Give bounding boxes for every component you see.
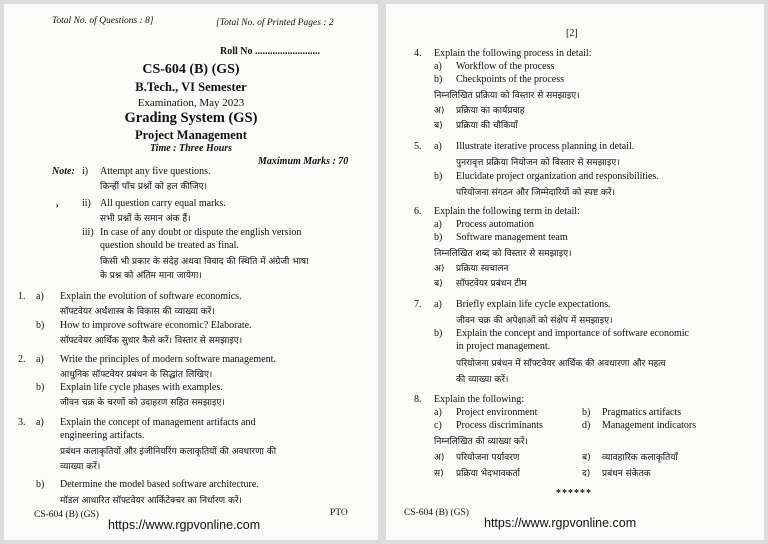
question-text: How to improve software economic? Elaborate. [60,320,252,331]
question-text-hindi: पुनरावृत्त प्रक्रिया नियोजन को विस्तार से समझाइए। [456,158,620,168]
question-text: Project environment [456,407,538,418]
question-text-hindi: परियोजना संगठन और जिम्मेदारियों को स्पष्ट करें। [456,188,615,198]
question-number: 5. [414,141,422,152]
page-number: [2] [566,28,578,39]
note-number: ii) [82,198,91,209]
part-label: b) [434,74,443,85]
question-text: Checkpoints of the process [456,74,565,85]
part-label-hindi: अ) [434,264,445,274]
question-text: Process automation [456,219,535,230]
question-text-hindi: निम्नलिखित शब्द को विस्तार से समझाइए। [434,249,572,259]
question-number: 6. [414,206,422,217]
part-label: a) [434,61,442,72]
footer-code: CS-604 (B) (GS) [404,508,469,518]
part-label: b) [36,382,45,393]
question-text: Pragmatics artifacts [602,407,682,418]
question-number: 8. [414,394,422,405]
question-text: Explain life cycle phases with examples. [60,382,223,393]
question-text-hindi: की व्याख्या करें। [456,375,509,385]
part-label: b) [36,479,45,490]
question-text-hindi: प्रबंधन संकेतक [602,469,651,479]
question-text-hindi: जीवन चक्र के चरणों को उदाहरण सहित समझाइए। [60,398,225,408]
note-text-hindi: किन्हीं पाँच प्रश्नों को हल कीजिए। [100,182,208,192]
note-number: i) [82,166,89,177]
question-text-hindi: प्रक्रिया स्वचालन [456,264,509,274]
question-number: 2. [18,354,26,365]
part-label-hindi: द) [582,469,591,479]
question-text: Illustrate iterative process planning in detail. [456,141,635,152]
note-text: In case of any doubt or dispute the english version [100,227,302,238]
question-text: Explain the concept of management artifacts and [60,417,256,428]
part-label: b) [434,328,443,339]
question-text: Workflow of the process [456,61,555,72]
question-text-hindi: परियोजना पर्यावरण [456,453,520,463]
right-page [386,4,764,540]
total-pages: [Total No. of Printed Pages : 2 [216,18,334,28]
part-label: b) [582,407,591,418]
question-text: Explain the evolution of software economics. [60,291,242,302]
website-url: https://www.rgpvonline.com [484,516,637,530]
bullet-mark: , [56,198,59,209]
part-label-hindi: अ) [434,106,445,116]
part-label: a) [434,299,442,310]
question-text-hindi: सॉफ्टवेयर अर्थशास्त्र के विकास की व्याख्या करें। [60,307,215,317]
question-text: Explain the following: [434,394,524,405]
note-text-hindi: सभी प्रश्नों के समान अंक हैं। [100,214,191,224]
website-url: https://www.rgpvonline.com [108,518,261,532]
part-label: a) [36,291,44,302]
time-allowed: Time : Three Hours [149,143,233,154]
part-label-hindi: ब) [434,121,443,131]
note-text: Attempt any five questions. [100,166,211,177]
paper-code: CS-604 (B) (GS) [142,62,240,77]
note-text-hindi: किसी भी प्रकार के संदेह अथवा विवाद की स्थिति में अंग्रेजी भाषा [100,257,309,267]
question-text-hindi: जीवन चक्र की अपेक्षाओं को संक्षेप में समझाइए। [456,316,613,326]
note-label: Note: [52,166,75,177]
question-text-hindi: प्रक्रिया का कार्यप्रवाह [456,106,525,116]
part-label-hindi: स) [434,469,444,479]
part-label: c) [434,420,442,431]
exam-session: Examination, May 2023 [137,97,245,109]
question-text-hindi: व्याख्या करें। [60,462,101,472]
question-text: Process discriminants [456,420,543,431]
part-label-hindi: ब) [434,279,443,289]
part-label: a) [36,354,44,365]
question-text-hindi: व्यावहारिक कलाकृतियाँ [602,453,678,463]
part-label: a) [434,407,442,418]
question-number: 7. [414,299,422,310]
question-text-hindi: प्रबंधन कलाकृतियों और इंजीनियरिंग कलाकृतियों की अवधारणा की [60,447,277,457]
question-number: 1. [18,291,26,302]
subject-title: Project Management [135,128,247,142]
grading-system: Grading System (GS) [124,110,258,126]
maximum-marks: Maximum Marks : 70 [258,156,349,167]
total-questions: Total No. of Questions : 8] [52,16,154,26]
part-label: d) [582,420,591,431]
question-text: Explain the concept and importance of software economic [456,328,689,339]
question-text-hindi: सॉफ्टवेयर प्रबंधन टीम [456,279,527,289]
part-label: b) [434,232,443,243]
question-text: Software management team [456,232,568,243]
pto-mark: PTO [330,508,348,518]
note-text-hindi: के प्रश्न को अंतिम माना जायेगा। [100,271,202,281]
note-text: question should be treated as final. [100,240,239,251]
question-text-hindi: प्रक्रिया की चौकियाँ [456,121,518,131]
question-text-hindi: निम्नलिखित प्रक्रिया को विस्तार से समझाइए। [434,91,580,101]
question-text-hindi: मॉडल आधारित सॉफ्टवेयर आर्किटेक्चर का निर्धारण करें। [60,496,242,506]
part-label: a) [434,141,442,152]
question-text-hindi: प्रक्रिया भेदभावकर्ता [456,469,520,479]
question-text: in project management. [456,341,551,352]
note-text: All question carry equal marks. [100,198,226,209]
program: B.Tech., VI Semester [135,80,247,94]
part-label: a) [434,219,442,230]
question-text: Write the principles of modern software management. [60,354,276,365]
left-page [4,4,378,540]
question-number: 3. [18,417,26,428]
question-text: Elucidate project organization and responsibilities. [456,171,659,182]
question-text: Explain the following term in detail: [434,206,580,217]
question-text: Management indicators [602,420,697,431]
question-text: Determine the model based software architecture. [60,479,259,490]
part-label: b) [36,320,45,331]
question-text-hindi: आधुनिक सॉफ्टवेयर प्रबंधन के सिद्धांत लिखिए। [60,370,213,380]
note-number: iii) [82,227,94,238]
question-number: 4. [414,48,422,59]
question-text: engineering artifacts. [60,430,145,441]
part-label-hindi: ब) [582,453,591,463]
roll-no: Roll No .......................... [220,46,320,57]
end-stars: ****** [556,488,592,499]
question-text-hindi: निम्नलिखित की व्याख्या करें। [434,437,528,447]
part-label: b) [434,171,443,182]
part-label: a) [36,417,44,428]
question-text: Briefly explain life cycle expectations. [456,299,611,310]
footer-code: CS-604 (B) (GS) [34,510,99,520]
question-text-hindi: परियोजना प्रबंधन में सॉफ्टवेयर आर्थिक की अवधारणा और महत्व [456,359,666,369]
question-text: Explain the following process in detail: [434,48,592,59]
part-label-hindi: अ) [434,453,445,463]
question-text-hindi: सॉफ्टवेयर आर्थिक सुधार कैसे करें। विस्तार से समझाइए। [60,336,243,346]
